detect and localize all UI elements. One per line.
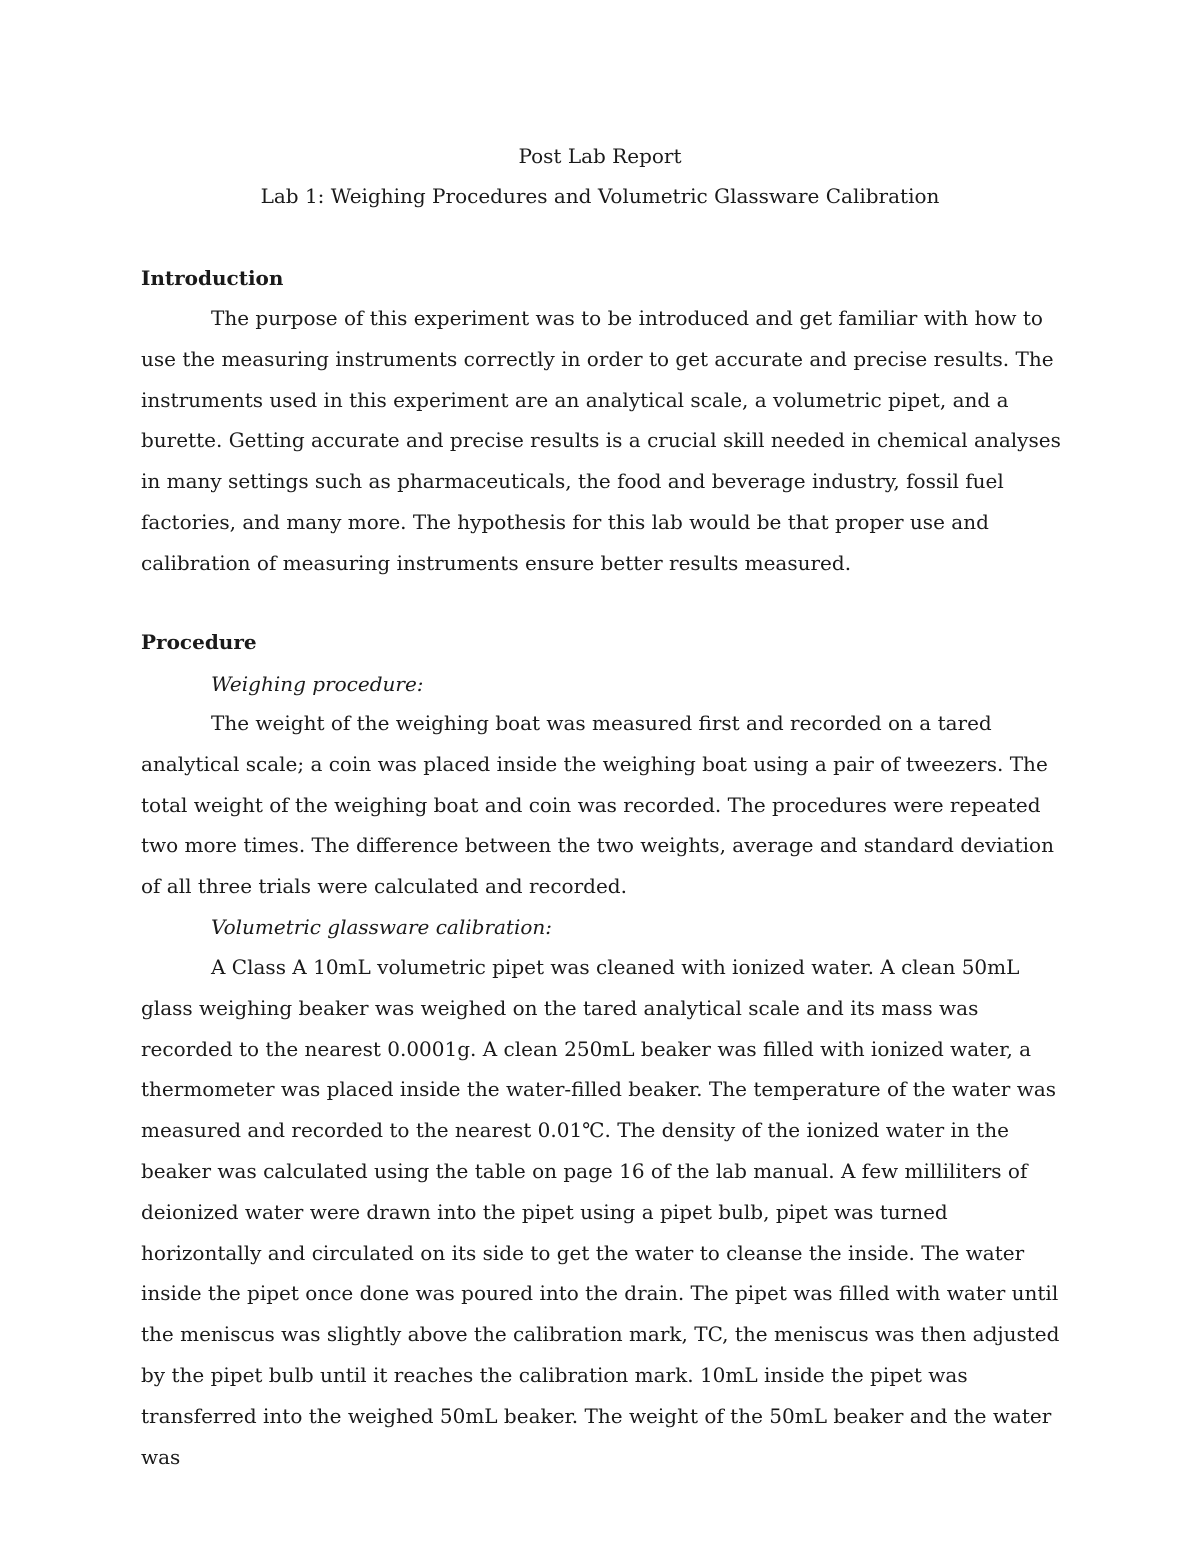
procedure-heading: Procedure [141, 630, 257, 654]
document-subtitle: Lab 1: Weighing Procedures and Volumetric Glassware Calibration [260, 184, 940, 208]
weighing-procedure-paragraph: The weight of the weighing boat was measured first and recorded on a tared analytical scale; a coin was placed inside the weighing boat using a pair of tweezers. The total weight of the weighing boat and coin was recorded. The procedures were repeated two more times. The difference between the two weights, average and standard deviation of all three trials were calculated and recorded. [141, 711, 1054, 899]
introduction-heading: Introduction [141, 266, 284, 290]
volumetric-calibration-subheading: Volumetric glassware calibration: [211, 915, 553, 939]
introduction-paragraph: The purpose of this experiment was to be introduced and get familiar with how to use the measuring instruments correctly in order to get accurate and precise results. The instruments used in this experiment are an analytical scale, a volumetric pipet, and a burette. Getting accurate and precise results is a crucial skill needed in chemical analyses in many settings such as pharmaceuticals, the food and beverage industry, fossil fuel factories, and many more. The hypothesis for this lab would be that proper use and calibration of measuring instruments ensure better results measured. [141, 306, 1061, 575]
weighing-procedure-subheading: Weighing procedure: [211, 672, 424, 696]
document-title: Post Lab Report [518, 144, 682, 168]
volumetric-calibration-paragraph: A Class A 10mL volumetric pipet was cleaned with ionized water. A clean 50mL glass weighing beaker was weighed on the tared analytical scale and its mass was recorded to the nearest 0.0001g. A clean 250mL beaker was filled with ionized water, a thermometer was placed inside the water-filled beaker. The temperature of the water was measured and recorded to the nearest 0.01℃. The density of the ionized water in the beaker was calculated using the table on page 16 of the lab manual. A few milliliters of deionized water were drawn into the pipet using a pipet bulb, pipet was turned horizontally and circulated on its side to get the water to cleanse the inside. The water inside the pipet once done was poured into the drain. The pipet was filled with water until the meniscus was slightly above the calibration mark, TC, the meniscus was then adjusted by the pipet bulb until it reaches the calibration mark. 10mL inside the pipet was transferred into the weighed 50mL beaker. The weight of the 50mL beaker and the water was [141, 955, 1060, 1469]
